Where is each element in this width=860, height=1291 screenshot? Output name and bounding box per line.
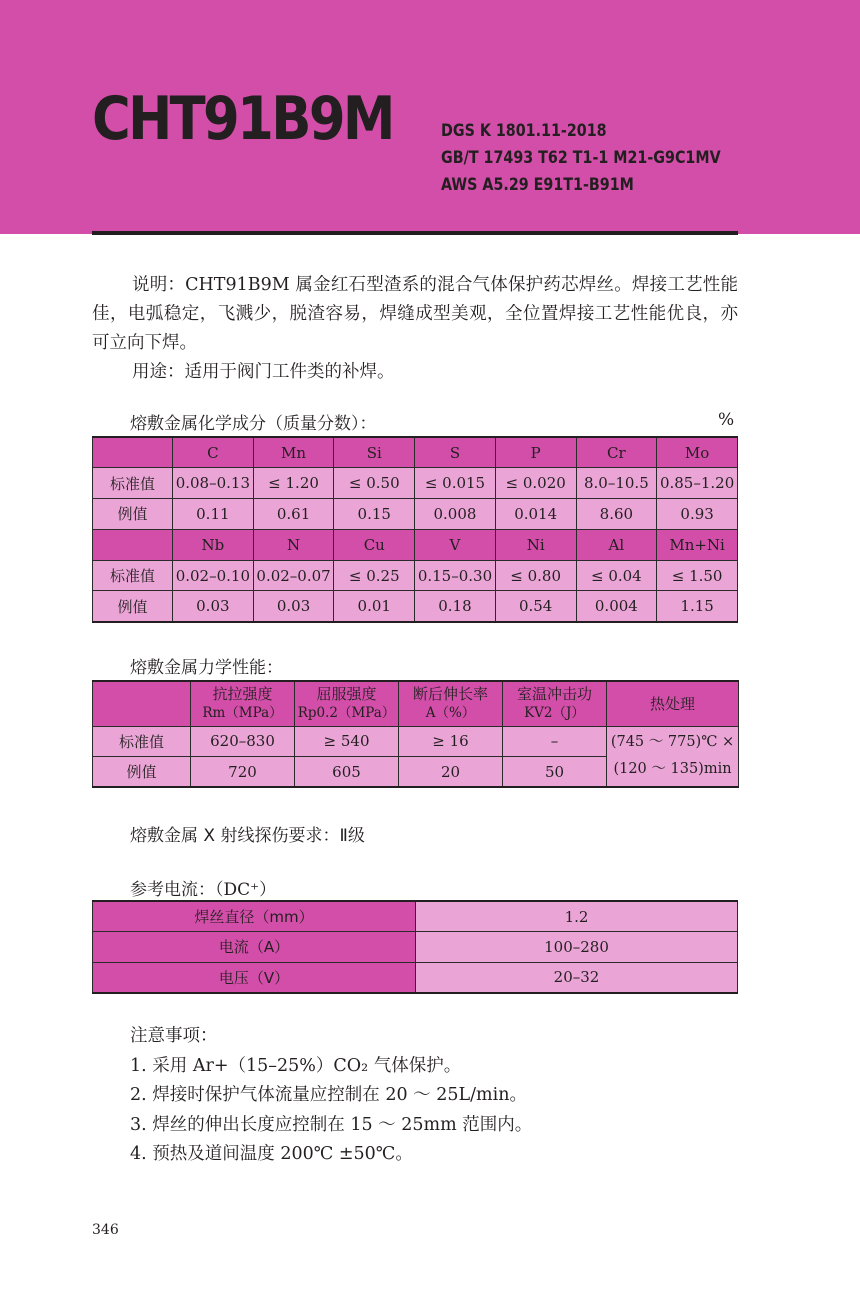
table-cell: ≤ 0.80	[495, 560, 576, 591]
row-label: 焊丝直径（mm）	[93, 901, 416, 932]
table-row	[93, 499, 738, 530]
element-cell: C	[173, 437, 254, 468]
table-cell: 0.61	[253, 499, 334, 530]
heat-treatment-header: 热处理	[607, 681, 739, 726]
table-cell: ≥ 16	[399, 726, 503, 757]
table-row	[93, 726, 739, 757]
element-cell: Nb	[173, 529, 254, 560]
table-cell: 1.2	[416, 901, 738, 932]
table-cell: 0.008	[415, 499, 496, 530]
element-cell: N	[253, 529, 334, 560]
table-cell: 8.60	[576, 499, 657, 530]
xray-requirement: 熔敷金属 X 射线探伤要求：Ⅱ级	[130, 826, 365, 846]
table-row	[93, 560, 738, 591]
note-item: 1. 采用 Ar+（15–25%）CO₂ 气体保护。	[130, 1055, 462, 1076]
table-row	[93, 591, 738, 622]
row-label: 例值	[93, 757, 191, 788]
element-cell: Si	[334, 437, 415, 468]
row-label: 标准值	[93, 726, 191, 757]
tensile-header: 抗拉强度 Rm（MPa）	[191, 681, 295, 726]
table-cell: 50	[503, 757, 607, 788]
table-cell: 0.014	[495, 499, 576, 530]
row-label: 电流（A）	[93, 932, 416, 963]
mechanical-table	[92, 680, 739, 788]
table-cell: ≤ 0.020	[495, 468, 576, 499]
element-cell: V	[415, 529, 496, 560]
usage-text: 适用于阀门工件类的补焊。	[184, 362, 395, 382]
element-cell: Cr	[576, 437, 657, 468]
description-label: 说明：	[132, 275, 186, 295]
table-cell: 1.15	[657, 591, 738, 622]
chemical-table	[92, 436, 738, 623]
table-cell: 0.15	[334, 499, 415, 530]
heat-duration: (120 ～ 135)min	[613, 761, 732, 778]
table-cell: ≤ 0.015	[415, 468, 496, 499]
standard-dgs: DGS K 1801.11-2018	[441, 121, 607, 141]
row-label: 标准值	[93, 468, 173, 499]
table-cell: 100–280	[416, 932, 738, 963]
table-cell: ≤ 0.25	[334, 560, 415, 591]
note-item: 3. 焊丝的伸出长度应控制在 15 ～ 25mm 范围内。	[130, 1114, 533, 1135]
table-cell: 0.93	[657, 499, 738, 530]
table-cell: 0.01	[334, 591, 415, 622]
table-cell: 0.15–0.30	[415, 560, 496, 591]
table-cell: 20	[399, 757, 503, 788]
table-row	[93, 468, 738, 499]
element-cell: S	[415, 437, 496, 468]
table-row	[93, 901, 738, 932]
table-cell: 720	[191, 757, 295, 788]
chemical-title: 熔敷金属化学成分（质量分数）：	[130, 414, 377, 434]
notes-title: 注意事项：	[130, 1026, 218, 1046]
standard-aws: AWS A5.29 E91T1-B91M	[441, 175, 634, 195]
element-cell: Ni	[495, 529, 576, 560]
heat-temperature: (745 ～ 775)℃ ×	[610, 734, 735, 751]
table-cell: –	[503, 726, 607, 757]
table-cell: 8.0–10.5	[576, 468, 657, 499]
usage-label: 用途：	[132, 362, 185, 382]
element-cell: Cu	[334, 529, 415, 560]
description-text: CHT91B9M 属金红石型渣系的混合气体保护药芯焊丝。焊接工艺性能佳，电弧稳定，飞溅少，脱渣容易，焊缝成型美观，全位置焊接工艺性能优良，亦可立向下焊。	[92, 275, 738, 353]
table-cell: 0.08–0.13	[173, 468, 254, 499]
description	[92, 271, 738, 387]
table-cell: 20–32	[416, 962, 738, 993]
table-cell: 0.18	[415, 591, 496, 622]
element-cell: Mn	[253, 437, 334, 468]
mechanical-title: 熔敷金属力学性能：	[130, 658, 283, 678]
row-label: 例值	[93, 499, 173, 530]
row-label: 例值	[93, 591, 173, 622]
table-cell: 605	[295, 757, 399, 788]
heat-treatment-cell	[607, 726, 739, 787]
table-cell: ≥ 540	[295, 726, 399, 757]
note-item: 4. 预热及道间温度 200℃ ±50℃。	[130, 1144, 413, 1164]
element-cell: Mo	[657, 437, 738, 468]
standard-gbt: GB/T 17493 T62 T1-1 M21-G9C1MV	[441, 148, 721, 168]
element-cell: Mn+Ni	[657, 529, 738, 560]
row-label: 标准值	[93, 560, 173, 591]
elongation-header: 断后伸长率 A（%）	[399, 681, 503, 726]
table-row	[93, 962, 738, 993]
element-header-row	[93, 529, 738, 560]
table-cell: ≤ 0.50	[334, 468, 415, 499]
standards-list	[441, 118, 774, 199]
table-cell: ≤ 1.50	[657, 560, 738, 591]
notes	[130, 1022, 532, 1170]
yield-header: 屈服强度 Rp0.2（MPa）	[295, 681, 399, 726]
mechanical-header-row	[93, 681, 739, 726]
header-rule	[92, 231, 738, 235]
element-cell: Al	[576, 529, 657, 560]
table-cell: 0.004	[576, 591, 657, 622]
table-cell: 620–830	[191, 726, 295, 757]
page-number: 346	[92, 1222, 119, 1238]
table-cell: 0.02–0.07	[253, 560, 334, 591]
element-header-row	[93, 437, 738, 468]
table-cell: 0.54	[495, 591, 576, 622]
current-title: 参考电流：（DC⁺）	[130, 880, 277, 900]
note-item: 2. 焊接时保护气体流量应控制在 20 ～ 25L/min。	[130, 1085, 527, 1105]
current-polarity: （DC⁺）	[215, 880, 277, 900]
table-cell: ≤ 1.20	[253, 468, 334, 499]
table-cell: 0.02–0.10	[173, 560, 254, 591]
product-title: CHT91B9M	[92, 84, 393, 154]
table-cell: 0.03	[173, 591, 254, 622]
table-row	[93, 932, 738, 963]
table-cell: 0.85–1.20	[657, 468, 738, 499]
current-table	[92, 900, 738, 994]
row-label: 电压（V）	[93, 962, 416, 993]
element-cell: P	[495, 437, 576, 468]
chemical-unit: %	[718, 410, 735, 430]
table-cell: ≤ 0.04	[576, 560, 657, 591]
table-cell: 0.11	[173, 499, 254, 530]
table-cell: 0.03	[253, 591, 334, 622]
impact-header: 室温冲击功 KV2（J）	[503, 681, 607, 726]
